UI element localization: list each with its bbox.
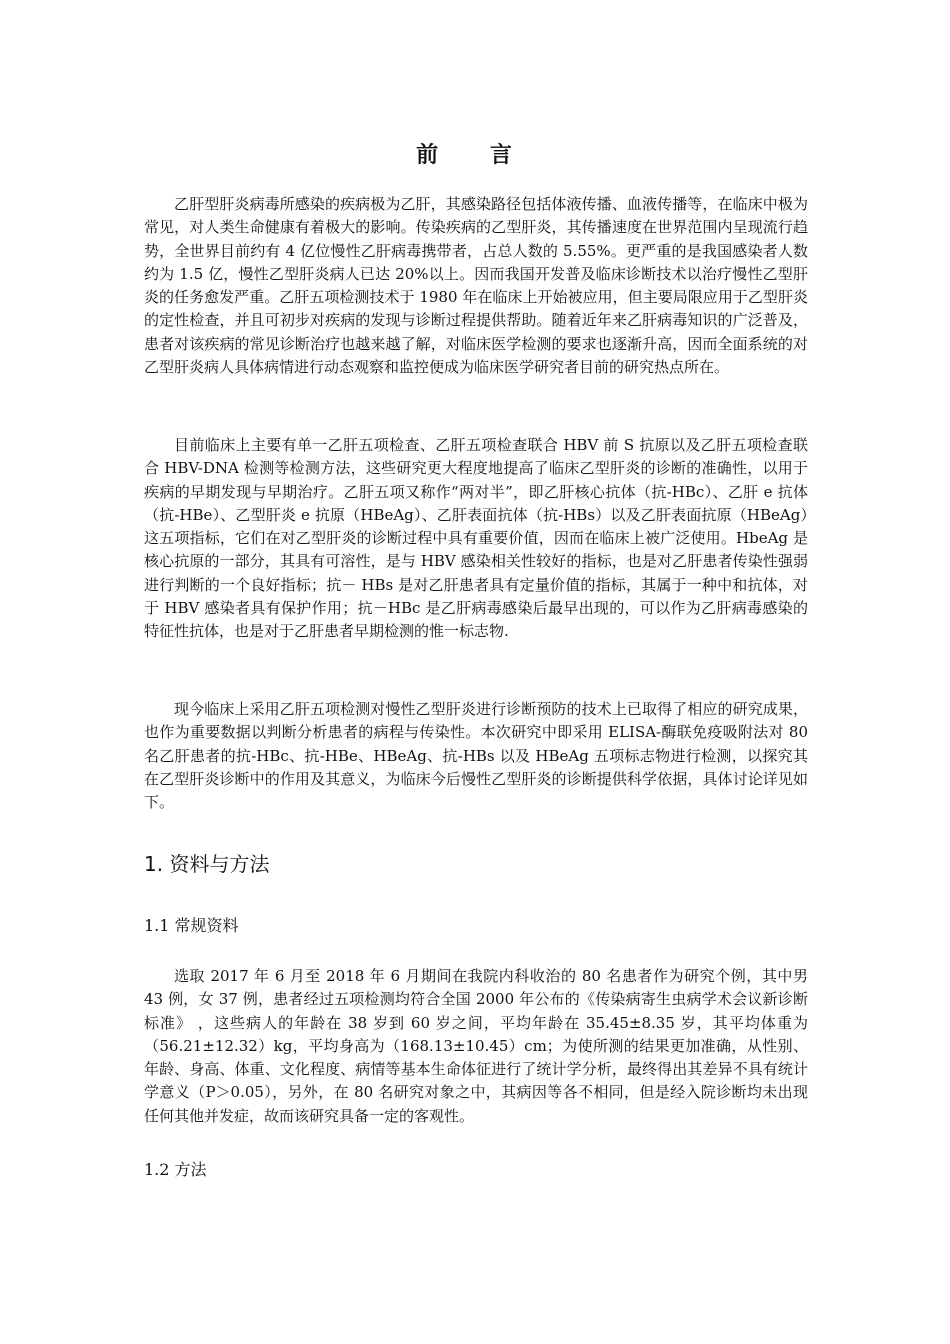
section-heading-materials-methods: 1. 资料与方法 <box>144 852 270 876</box>
paragraph-intro-3: 现今临床上采用乙肝五项检测对慢性乙型肝炎进行诊断预防的技术上已取得了相应的研究成果，也作为重要数据以判断分析患者的病程与传染性。本次研究中即采用 ELISA-酶联免疫吸附法对 80 名乙肝患者的抗-HBc、抗-HBe、HBeAg、抗-HBs 以及 HBeAg 五项标志物进行检测，以探究其在乙型肝炎诊断中的作用及其意义，为临床今后慢性乙型肝炎的诊断提供科学依据，具体讨论详见如下。 <box>144 700 808 812</box>
subsection-heading-methods: 1.2 方法 <box>144 1160 207 1179</box>
page-title: 前 言 <box>416 143 534 168</box>
subsection-heading-general-data: 1.1 常规资料 <box>144 916 239 935</box>
paragraph-general-data: 选取 2017 年 6 月至 2018 年 6 月期间在我院内科收治的 80 名患者作为研究个例，其中男 43 例，女 37 例，患者经过五项检测均符合全国 2000 年公布的《传染病寄生虫病学术会议新诊断标准》 ，这些病人的年龄在 38 岁到 60 岁之间，平均年龄在 35.45±8.35 岁，其平均体重为（56.21±12.32）kg，平均身高为（168.13±10.45）cm；为使所测的结果更加准确，从性别、年龄、身高、体重、文化程度、病情等基本生命体征进行了统计学分析，最终得出其差异不具有统计学意义（P＞0.05），另外，在 80 名研究对象之中，其病因等各不相同，但是经入院诊断均未出现任何其他并发症，故而该研究具备一定的客观性。 <box>144 967 808 1125</box>
paragraph-intro-1: 乙肝型肝炎病毒所感染的疾病极为乙肝，其感染路径包括体液传播、血液传播等，在临床中极为常见，对人类生命健康有着极大的影响。传染疾病的乙型肝炎，其传播速度在世界范围内呈现流行趋势，全世界目前约有 4 亿位慢性乙肝病毒携带者，占总人数的 5.55%。更严重的是我国感染者人数约为 1.5 亿，慢性乙型肝炎病人已达 20%以上。因而我国开发普及临床诊断技术以治疗慢性乙型肝炎的任务愈发严重。乙肝五项检测技术于 1980 年在临床上开始被应用，但主要局限应用于乙型肝炎的定性检查，并且可初步对疾病的发现与诊断过程提供帮助。随着近年来乙肝病毒知识的广泛普及，患者对该疾病的常见诊断治疗也越来越了解，对临床医学检测的要求也逐渐升高，因而全面系统的对乙型肝炎病人具体病情进行动态观察和监控便成为临床医学研究者目前的研究热点所在。 <box>144 195 808 377</box>
paragraph-intro-2: 目前临床上主要有单一乙肝五项检查、乙肝五项检查联合 HBV 前 S 抗原以及乙肝五项检查联合 HBV-DNA 检测等检测方法，这些研究更大程度地提高了临床乙型肝炎的诊断的准确性，以用于疾病的早期发现与早期治疗。乙肝五项又称作“两对半”，即乙肝核心抗体（抗-HBc）、乙肝 e 抗体（抗-HBe）、乙型肝炎 e 抗原（HBeAg）、乙肝表面抗体（抗-HBs）以及乙肝表面抗原（HBeAg）这五项指标，它们在对乙型肝炎的诊断过程中具有重要价值，因而在临床上被广泛使用。HbeAg 是核心抗原的一部分，其具有可溶性，是与 HBV 感染相关性较好的指标，也是对乙肝患者传染性强弱进行判断的一个良好指标；抗－ HBs 是对乙肝患者具有定量价值的指标，其属于一种中和抗体，对于 HBV 感染者具有保护作用；抗－HBc 是乙肝病毒感染后最早出现的，可以作为乙肝病毒感染的特征性抗体，也是对于乙肝患者早期检测的惟一标志物. <box>144 436 808 641</box>
